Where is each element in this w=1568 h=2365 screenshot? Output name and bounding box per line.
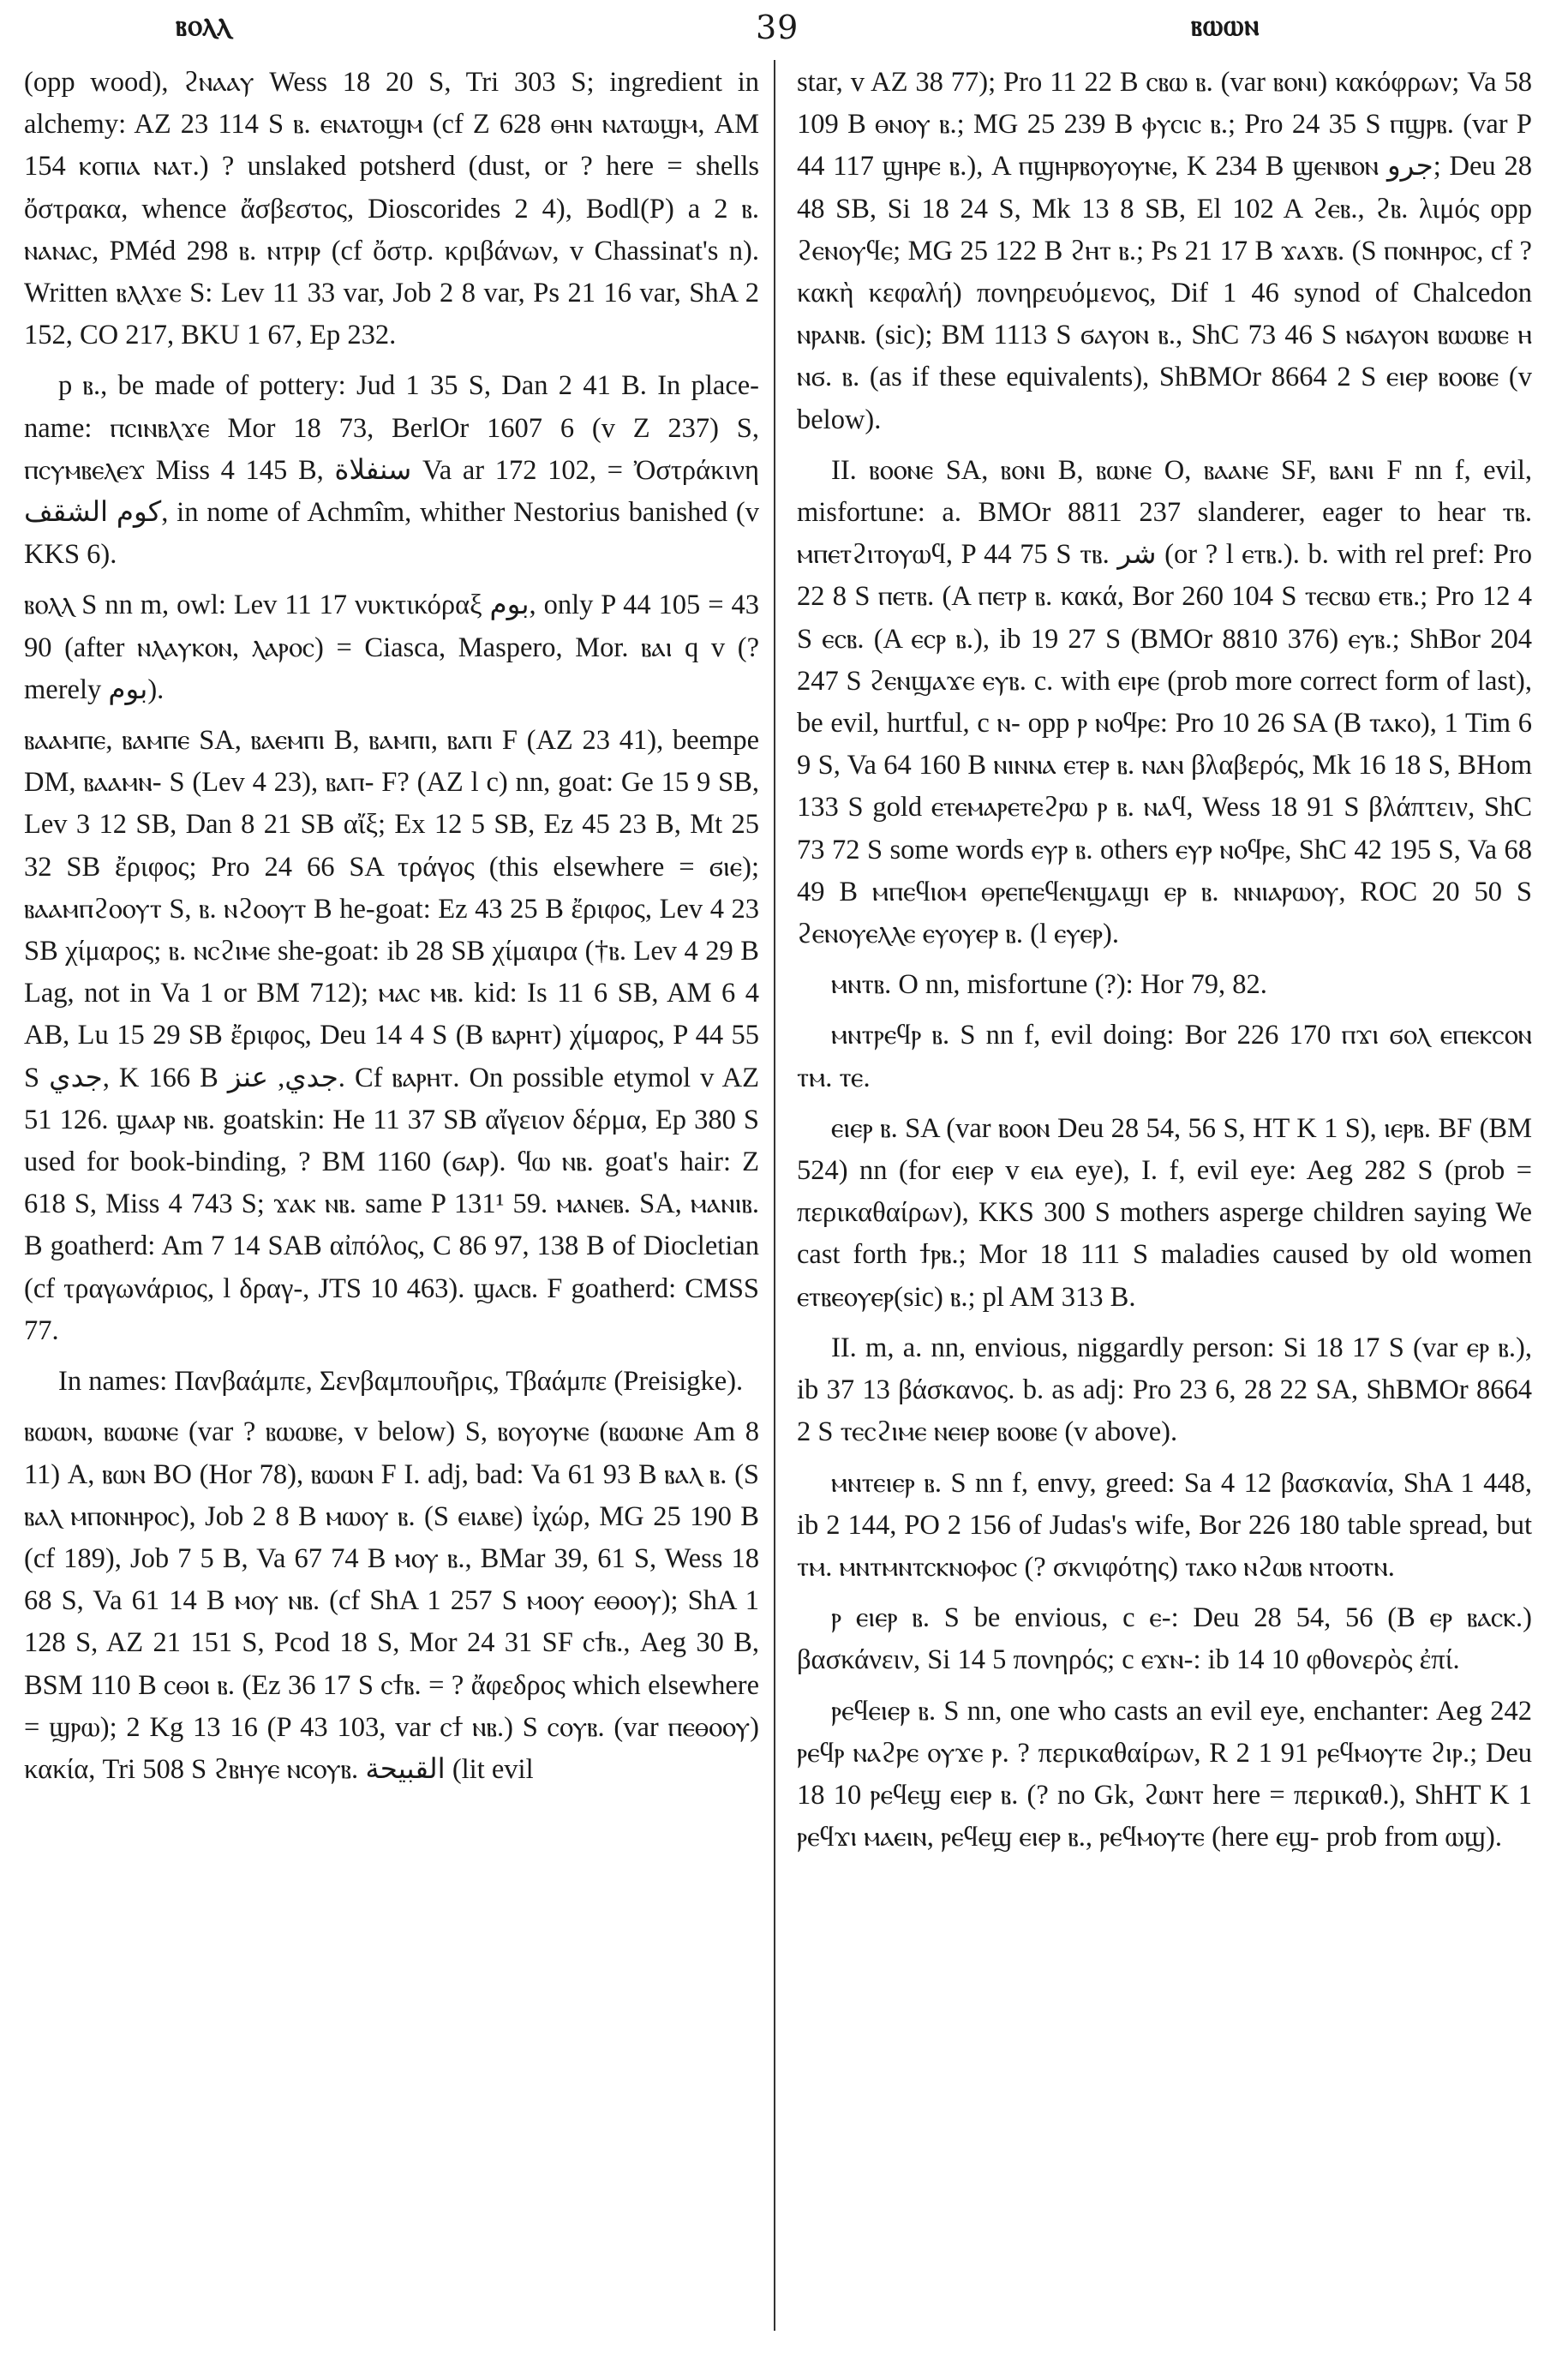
entry-paragraph: ⲙⲛⲧⲉⲓⲉⲣ ⲃ. S nn f, envy, greed: Sa 4 12 βασκανία, ShA 1 448, ib 2 144, PO 2 156 of Judas's wife, Bor 226 180 table spread, but ⲧⲙ. ⲙⲛⲧⲙⲛⲧⲥⲕⲛⲟⲫⲟⲥ (? σκνιφότης) ⲧⲁⲕⲟ ⲛϩⲱⲃ ⲛⲧⲟⲟⲧⲛ. bbox=[797, 1467, 1532, 1583]
running-head-right: ⲃⲱⲱⲛ bbox=[1191, 9, 1260, 43]
right-column bbox=[797, 62, 1532, 1867]
page-number: 39 bbox=[756, 9, 799, 46]
entry-paragraph: ⲣⲉϥⲉⲓⲉⲣ ⲃ. S nn, one who casts an evil eye, enchanter: Aeg 242 ⲣⲉϥⲣ ⲛⲁϩⲣⲉ ⲟⲩϫⲉ ⲣ. ? περικαθαίρων, R 2 1 91 ⲣⲉϥⲙⲟⲩⲧⲉ ϩⲓⲣ.; Deu 18 10 ⲣⲉϥⲉϣ ⲉⲓⲉⲣ ⲃ. (? no Gk, ϩⲱⲛⲧ here = περικαθ.), ShHT K 1 ⲣⲉϥϫⲓ ⲙⲁⲉⲓⲛ, ⲣⲉϥⲉϣ ⲉⲓⲉⲣ ⲃ., ⲣⲉϥⲙⲟⲩⲧⲉ (here ⲉϣ- prob from ⲱϣ). bbox=[797, 1695, 1532, 1853]
entry-paragraph: II. ⲃⲟⲟⲛⲉ SA, ⲃⲟⲛⲓ B, ⲃⲱⲛⲉ O, ⲃⲁⲁⲛⲉ SF, ⲃⲁⲛⲓ F nn f, evil, misfortune: a. BMOr 8811 237 slanderer, eager to hear ⲧⲃ. ⲙⲡⲉⲧϩⲓⲧⲟⲩⲱϥ, P 44 75 S ⲧⲃ. شر (or ? l ⲉⲧⲃ.). b. with rel pref: Pro 22 8 S ⲡⲉⲧⲃ. (A ⲡⲉⲧⲣ ⲃ. κακά, Bor 260 104 S ⲧⲉⲥⲃⲱ ⲉⲧⲃ.; Pro 12 4 S ⲉⲥⲃ. (A ⲉⲥⲣ ⲃ.), ib 19 27 S (BMOr 8810 376) ⲉⲩⲃ.; ShBor 204 247 S ϩⲉⲛϣⲁϫⲉ ⲉⲩⲃ. c. with ⲉⲓⲣⲉ (prob more correct form of last), be evil, hurtful, c ⲛ- opp ⲣ ⲛⲟϥⲣⲉ: Pro 10 26 SA (B ⲧⲁⲕⲟ), 1 Tim 6 9 S, Va 64 160 B ⲛⲓⲛⲛⲁ ⲉⲧⲉⲣ ⲃ. ⲛⲁⲛ βλαβερός, Mk 16 18 S, BHom 133 S gold ⲉⲧⲉⲙⲁⲣⲉⲧⲉϩⲣⲱ ⲣ ⲃ. ⲛⲁϥ, Wess 18 91 S βλάπτειν, ShC 73 72 S some words ⲉⲩⲣ ⲃ. others ⲉⲩⲣ ⲛⲟϥⲣⲉ, ShC 42 195 S, Va 68 49 B ⲙⲡⲉϥⲓⲟⲙ ⲑⲣⲉⲡⲉϥⲉⲛϣⲁϣⲓ ⲉⲣ ⲃ. ⲛⲛⲓⲁⲣⲱⲟⲩ, ROC 20 50 S ϩⲉⲛⲟⲩⲉⲗⲗⲉ ⲉⲩⲟⲩⲉⲣ ⲃ. (l ⲉⲩⲉⲣ). bbox=[797, 454, 1532, 950]
entry-paragraph: ⲉⲓⲉⲣ ⲃ. SA (var ⲃⲟⲟⲛ Deu 28 54, 56 S, HT K 1 S), ⲓⲉⲣⲃ. BF (BM 524) nn (for ⲉⲓⲉⲣ v ⲉⲓⲁ eye), I. f, evil eye: Aeg 282 S (prob = περικαθαίρων), KKS 300 S mothers asperge children saying We cast forth ϯⲣⲃ.; Mor 18 111 S maladies caused by old women ⲉⲧⲃⲉⲟⲩⲉⲣ(sic) ⲃ.; pl AM 313 B. bbox=[797, 1112, 1532, 1313]
entry-paragraph: ⲙⲛⲧⲣⲉϥⲣ ⲃ. S nn f, evil doing: Bor 226 170 ⲡϫⲓ ϭⲟⲗ ⲉⲡⲉⲕⲥⲟⲛ ⲧⲙ. ⲧⲉ. bbox=[797, 1020, 1532, 1093]
entry-paragraph: II. m, a. nn, envious, niggardly person: Si 18 17 S (var ⲉⲣ ⲃ.), ib 37 13 βάσκανος. b. as adj: Pro 23 6, 28 22 SA, ShBMOr 8664 2 S ⲧⲉⲥϩⲓⲙⲉ ⲛⲉⲓⲉⲣ ⲃⲟⲟⲃⲉ (v above). bbox=[797, 1332, 1532, 1448]
entry-paragraph: (opp wood), ϩⲛⲁⲁⲩ Wess 18 20 S, Tri 303 S; ingredient in alchemy: AZ 23 114 S ⲃ. ⲉⲛⲁⲧⲟϣⲙ (cf Z 628 ⲑⲏⲛ ⲛⲁⲧⲱϣⲙ, AM 154 ⲕⲟⲡⲓⲁ ⲛⲁⲧ.) ? unslaked potsherd (dust, or ? here = shells ὄστρακα, whence ἄσβεστος, Dioscorides 2 4), Bodl(P) a 2 ⲃ. ⲛⲁⲛⲁⲥ, PMéd 298 ⲃ. ⲛⲧⲣⲓⲣ (cf ὄστρ. κριβάνων, v Chassinat's n). Written ⲃⲗⲗϫⲉ S: Lev 11 33 var, Job 2 8 var, Ps 21 16 var, ShA 2 152, CO 217, BKU 1 67, Ep 232. bbox=[24, 67, 759, 351]
entry-paragraph: p ⲃ., be made of pottery: Jud 1 35 S, Dan 2 41 B. In place-name: ⲡⲥⲓⲛⲃⲗϫⲉ Mor 18 73, BerlOr 1607 6 (v Z 237) S, ⲡⲥⲩⲙⲃⲉⲗⲉϫ Miss 4 145 B, سنفلاة Va ar 172 102, = Ὀστράκινη كوم الشقف, in nome of Achmîm, whither Nestorius banished (v KKS 6). bbox=[24, 370, 759, 571]
entry-paragraph: ⲙⲛⲧⲃ. O nn, misfortune (?): Hor 79, 82. bbox=[831, 969, 1267, 1001]
entry-paragraph: ⲃⲟⲗⲗ S nn m, owl: Lev 11 17 νυκτικόραξ بوم, only P 44 105 = 43 90 (after ⲛⲗⲁⲩⲕⲟⲛ, ⲗⲁⲣⲟⲥ) = Ciasca, Maspero, Mor. ⲃⲁⲓ q v (? merely بوم). bbox=[24, 590, 759, 705]
column-divider bbox=[774, 60, 775, 2331]
entry-paragraph: ⲣ ⲉⲓⲉⲣ ⲃ. S be envious, c ⲉ-: Deu 28 54, 56 (B ⲉⲣ ⲃⲁⲥⲕ.) βασκάνειν, Si 14 5 πονηρός; c ⲉϫⲛ-: ib 14 10 φθονερὸς ἐπί. bbox=[797, 1602, 1532, 1676]
left-column bbox=[24, 62, 759, 1799]
running-head-left: ⲃⲟⲗⲗ bbox=[176, 9, 232, 43]
entry-paragraph: ⲃⲁⲁⲙⲡⲉ, ⲃⲁⲙⲡⲉ SA, ⲃⲁⲉⲙⲡⲓ B, ⲃⲁⲙⲡⲓ, ⲃⲁⲡⲓ F (AZ 23 41), beempe DM, ⲃⲁⲁⲙⲛ- S (Lev 4 23), ⲃⲁⲡ- F? (AZ l c) nn, goat: Ge 15 9 SB, Lev 3 12 SB, Dan 8 21 SB αἴξ; Ex 12 5 SB, Ez 45 23 B, Mt 25 32 SB ἔριφος; Pro 24 66 SA τράγος (this elsewhere = ϭⲓⲉ); ⲃⲁⲁⲙⲡϩⲟⲟⲩⲧ S, ⲃ. ⲛϩⲟⲟⲩⲧ B he-goat: Ez 43 25 B ἔριφος, Lev 4 23 SB χίμαρος; ⲃ. ⲛⲥϩⲓⲙⲉ she-goat: ib 28 SB χίμαιρα (†ⲃ. Lev 4 29 B Lag, not in Va 1 or BM 712); ⲙⲁⲥ ⲙⲃ. kid: Is 11 6 SB, AM 6 4 AB, Lu 15 29 SB ἔριφος, Deu 14 4 S (B ⲃⲁⲣⲏⲧ) χίμαρος, P 44 55 S جدي, K 166 B جدي, عنز. Cf ⲃⲁⲣⲏⲧ. On possible etymol v AZ 51 126. ϣⲁⲁⲣ ⲛⲃ. goatskin: He 11 37 SB αἴγειον δέρμα, Ep 380 S used for book-binding, ? BM 1160 (ϭⲁⲣ). ϥⲱ ⲛⲃ. goat's hair: Z 618 S, Miss 4 743 S; ϫⲁⲕ ⲛⲃ. same P 131¹ 59. ⲙⲁⲛⲉⲃ. SA, ⲙⲁⲛⲓⲃ. B goatherd: Am 7 14 SAB αἰπόλος, C 86 97, 138 B of Diocletian (cf τραγωνάριος, l δραγ-, JTS 10 463). ϣⲁⲥⲃ. F goatherd: CMSS 77. bbox=[24, 725, 759, 1346]
entry-paragraph: star, v AZ 38 77); Pro 11 22 B ⲥⲃⲱ ⲃ. (var ⲃⲟⲛⲓ) κακόφρων; Va 58 109 B ⲑⲛⲟⲩ ⲃ.; MG 25 239 B ⲫⲩⲥⲓⲥ ⲃ.; Pro 24 35 S ⲡϣⲣⲃ. (var P 44 117 ϣⲏⲣⲉ ⲃ.), A ⲡϣⲏⲣⲃⲟⲩⲟⲩⲛⲉ, K 234 B ϣⲉⲛⲃⲟⲛ ﺟﺮو; Deu 28 48 SB, Si 18 24 S, Mk 13 8 SB, El 102 A ϩⲉⲃ., ϩⲃ. λιμός opp ϩⲉⲛⲟⲩϥⲉ; MG 25 122 B ϩⲏⲧ ⲃ.; Ps 21 17 B ϫⲁϫⲃ. (S ⲡⲟⲛⲏⲣⲟⲥ, cf ? κακὴ κεφαλή) πονηρευόμενος, Dif 1 46 synod of Chalcedon ⲛⲣⲁⲛⲃ. (sic); BM 1113 S ϭⲁⲩⲟⲛ ⲃ., ShC 73 46 S ⲛϭⲁⲩⲟⲛ ⲃⲱⲱⲃⲉ ⲏ ⲛϭ. ⲃ. (as if these equivalents), ShBMOr 8664 2 S ⲉⲓⲉⲣ ⲃⲟⲟⲃⲉ (v below). bbox=[797, 67, 1532, 435]
entry-paragraph: ⲃⲱⲱⲛ, ⲃⲱⲱⲛⲉ (var ? ⲃⲱⲱⲃⲉ, v below) S, ⲃⲟⲩⲟⲩⲛⲉ (ⲃⲱⲱⲛⲉ Am 8 11) A, ⲃⲱⲛ BO (Hor 78), ⲃⲱⲱⲛ F I. adj, bad: Va 61 93 B ⲃⲁⲗ ⲃ. (S ⲃⲁⲗ ⲙⲡⲟⲛⲏⲣⲟⲥ), Job 2 8 B ⲙⲱⲟⲩ ⲃ. (S ⲉⲓⲁⲃⲉ) ἰχώρ, MG 25 190 B (cf 189), Job 7 5 B, Va 67 74 B ⲙⲟⲩ ⲃ., BMar 39, 61 S, Wess 18 68 S, Va 61 14 B ⲙⲟⲩ ⲛⲃ. (cf ShA 1 257 S ⲙⲟⲟⲩ ⲉⲑⲟⲟⲩ); ShA 1 128 S, AZ 21 151 S, Pcod 18 S, Mor 24 31 SF ⲥϯⲃ., Aeg 30 B, BSM 110 B ⲥⲑⲟⲓ ⲃ. (Ez 36 17 S ⲥϯⲃ. = ? ἄφεδρος which elsewhere = ϣⲣⲱ); 2 Kg 13 16 (P 43 103, var ⲥϯ ⲛⲃ.) S ⲥⲟⲩⲃ. (var ⲡⲉⲑⲟⲟⲩ) κακία, Tri 508 S ϩⲃⲏⲩⲉ ⲛⲥⲟⲩⲃ. القبيحة (lit evil bbox=[24, 1416, 759, 1785]
entry-paragraph: In names: Πανβαάμπε, Σενβαμπουῆρις, Τβαάμπε (Preisigke). bbox=[58, 1366, 744, 1398]
